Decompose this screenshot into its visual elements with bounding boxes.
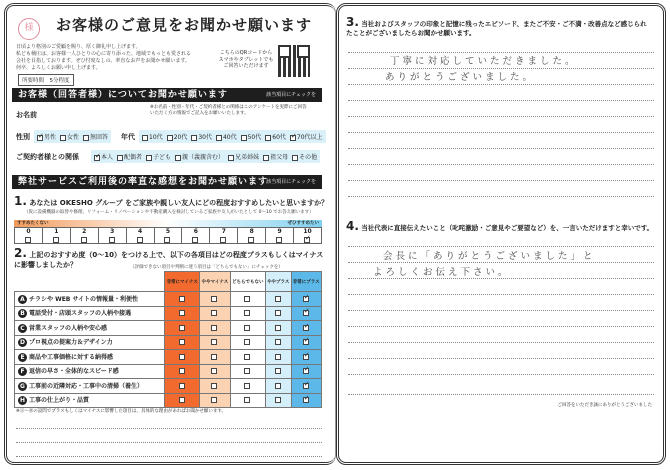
q4-answer-line-1: 会長に「ありがとうございました」と (383, 251, 596, 262)
question-1-sub: （仮に設備機器の取替や修理、リフォーム・リノベーションや不動産購入を検討しているご家族や友人がいたとして 0〜10 でお答え願います） (24, 210, 314, 215)
table-row: G 工事前の近隣対応・工事中の清掃（養生） ✓ (15, 379, 322, 394)
scale-2[interactable]: 2 (71, 228, 99, 243)
scale-6[interactable]: 6 (182, 228, 210, 243)
page-title: お客様のご意見をお聞かせ願います (56, 16, 313, 34)
table-row: D プロ視点の提案力＆デザイン力 ✓ (15, 335, 322, 350)
question-3: 3. 当社およびスタッフの印象と記憶に残ったエピソード、またご不安・ご不満・改善点など感じられたことがございましたらお聞かせ願います。 (346, 15, 647, 37)
answer-line[interactable] (348, 310, 654, 311)
answer-line[interactable] (348, 358, 654, 359)
name-note: ※お名前・性別・年代・ご契約者様との関係はこのアンケートを実際にご回答いただく方の情報でご記入をお願いいたします。 (150, 105, 307, 116)
answer-line[interactable] (16, 442, 322, 443)
q3-answer-line-2: ありがとうございました。 (385, 72, 536, 83)
scale-1[interactable]: 1 (43, 228, 71, 243)
gender-age-row: 性別 ✓ 男性 女性 無回答 年代 10代 20代 30代 40代 50代 60代 ✓ 70代以上 (16, 130, 326, 143)
answer-line[interactable] (348, 84, 654, 85)
gender-male[interactable]: ✓ 男性 (37, 132, 56, 141)
recommend-scale: すすめたくない ぜひすすめたい 0 1 2 3 4 5 6 7 8 9 10 ✓ (14, 220, 322, 244)
age-30[interactable]: 30代 (191, 132, 212, 141)
checkbox-icon[interactable] (37, 135, 43, 141)
gender-none[interactable]: 無回答 (83, 132, 108, 141)
answer-line[interactable] (348, 374, 654, 375)
answer-line (348, 246, 654, 247)
q4-answer-line-2: よろしくお伝え下さい。 (373, 267, 511, 278)
table-row: H 工事の仕上がり・品質 ✓ (15, 393, 322, 408)
section-feedback-header: 弊社サービスご利用後の率直な感想をお聞かせ願います 該当項目にチェックを (12, 175, 322, 189)
question-2-sub: （評価できない項目や判断に迷う項目は「どちらでもない」にチェックを） (130, 265, 283, 270)
qr-code-icon[interactable] (278, 45, 310, 77)
checkbox-icon[interactable] (60, 135, 66, 141)
scale-9[interactable]: 9 (266, 228, 294, 243)
answer-line (348, 262, 654, 263)
time-estimate: 所要時間 5分程度 (18, 74, 74, 86)
stamp-logo: 様 (18, 18, 40, 40)
table-row: F 返信の早さ・全体的なスピード感 ✓ (15, 364, 322, 379)
answer-line[interactable] (348, 394, 654, 395)
question-1: 1. あなたは OKESHO グループ をご家族や親しい友人にどの程度おすすめしたいと思いますか？ (14, 194, 329, 208)
answer-line[interactable] (348, 148, 654, 149)
age-40[interactable]: 40代 (216, 132, 237, 141)
answer-line[interactable] (348, 294, 654, 295)
age-20[interactable]: 20代 (167, 132, 188, 141)
scale-5[interactable]: 5 (155, 228, 183, 243)
table-row: E 商品や工事価格に対する納得感 ✓ (15, 350, 322, 365)
answer-line[interactable] (348, 342, 654, 343)
answer-line[interactable] (348, 196, 654, 197)
age-10[interactable]: 10代 (142, 132, 163, 141)
table-row: C 営業スタッフの人柄や安心感 ✓ (15, 321, 322, 336)
scale-3[interactable]: 3 (99, 228, 127, 243)
relation-sibling[interactable]: 兄弟姉妹 (228, 152, 259, 161)
scale-8[interactable]: 8 (238, 228, 266, 243)
relation-row: ご契約者様との関係 ✓ 本人 配偶者 子ども 親（義親含む） 兄弟姉妹 祖父母 その他 (16, 150, 320, 163)
table-row: A チラシや WEB サイトの情報量・利便性 ✓ (15, 292, 322, 307)
answer-line[interactable] (348, 132, 654, 133)
q3-answer-line-1: 丁寧に対応していただきました。 (390, 56, 578, 67)
q2-footnote: ※Ⓐ〜Ⓗの設問でプラスもしくはマイナスに影響した項目は、具体的な理由があればお聞かせ願います。 (16, 409, 227, 414)
check-note: 該当項目にチェックを (266, 92, 316, 98)
relation-parent[interactable]: 親（義親含む） (175, 152, 224, 161)
checkbox-icon[interactable] (83, 135, 89, 141)
impact-table: 非常にマイナス ややマイナス どちらでもない ややプラス 非常にプラス A チラシや WEB サイトの情報量・利便性 ✓ B 電話受付・店頭スタッフの人柄や接遇 ✓ C 営業スタッフの人柄や安心感 ✓ D プロ視点の提案力＆デザイン力 ✓ E 商品や工事価格に対する納得感 ✓ F 返信の早さ・全体的なスピード感 ✓ G 工事前の近隣対応・工事中の清掃（養生） ✓ H 工事の仕上がり・品質 ✓ (14, 271, 322, 408)
relation-spouse[interactable]: 配偶者 (117, 152, 142, 161)
gender-female[interactable]: 女性 (60, 132, 79, 141)
scale-7[interactable]: 7 (210, 228, 238, 243)
answer-line[interactable] (348, 326, 654, 327)
section-respondent-header: お客様（回答者様）についてお聞かせ願います 該当項目にチェックを (12, 88, 322, 102)
relation-grandparent[interactable]: 祖父母 (263, 152, 288, 161)
relation-other[interactable]: その他 (292, 152, 317, 161)
relation-options (91, 150, 320, 163)
gender-options (34, 130, 111, 143)
answer-line[interactable] (348, 100, 654, 101)
question-4: 4. 当社代表に直接伝えたいこと（叱咤激励・ご意見やご要望など）を、一言いただけますと幸いです。 (346, 219, 654, 233)
relation-self[interactable]: ✓ 本人 (94, 152, 113, 161)
answer-line[interactable] (348, 180, 654, 181)
intro-text: 日頃より格別のご愛顧を賜り、厚く御礼申し上げます。 私ども桶庄は、お客様一人ひとりの心に寄り添った、地域でもっとも愛される 会社を目指しております。ぜひ忖度なしの、率直なお声をお聞かせ願います。 何卒、よろしくお願い申し上げます。 (16, 44, 192, 71)
scale-10[interactable]: 10 ✓ (294, 228, 321, 243)
age-options (139, 130, 325, 143)
answer-line[interactable] (348, 116, 654, 117)
scale-0[interactable]: 0 (15, 228, 43, 243)
scale-4[interactable]: 4 (127, 228, 155, 243)
answer-line[interactable] (16, 428, 322, 429)
answer-line[interactable] (348, 278, 654, 279)
question-2: 2. 上記のおすすめ度（0〜10）をつける上で、以下の各項目はどの程度プラスもしくはマイナスに影響しましたか？ (14, 246, 324, 269)
answer-line[interactable] (16, 456, 322, 457)
name-row: お名前 (16, 111, 37, 119)
table-row: B 電話受付・店頭スタッフの人柄や接遇 ✓ (15, 306, 322, 321)
relation-child[interactable]: 子ども (146, 152, 171, 161)
age-50[interactable]: 50代 (241, 132, 262, 141)
answer-line[interactable] (348, 164, 654, 165)
qr-caption: こちらのQRコードから スマホやタブレットでも ご回答いただけます (218, 50, 274, 69)
closing-thanks: ご回答をいただき誠にありがとうございました (557, 403, 652, 408)
age-60[interactable]: 60代 (265, 132, 286, 141)
age-70plus[interactable]: ✓ 70代以上 (290, 132, 323, 141)
